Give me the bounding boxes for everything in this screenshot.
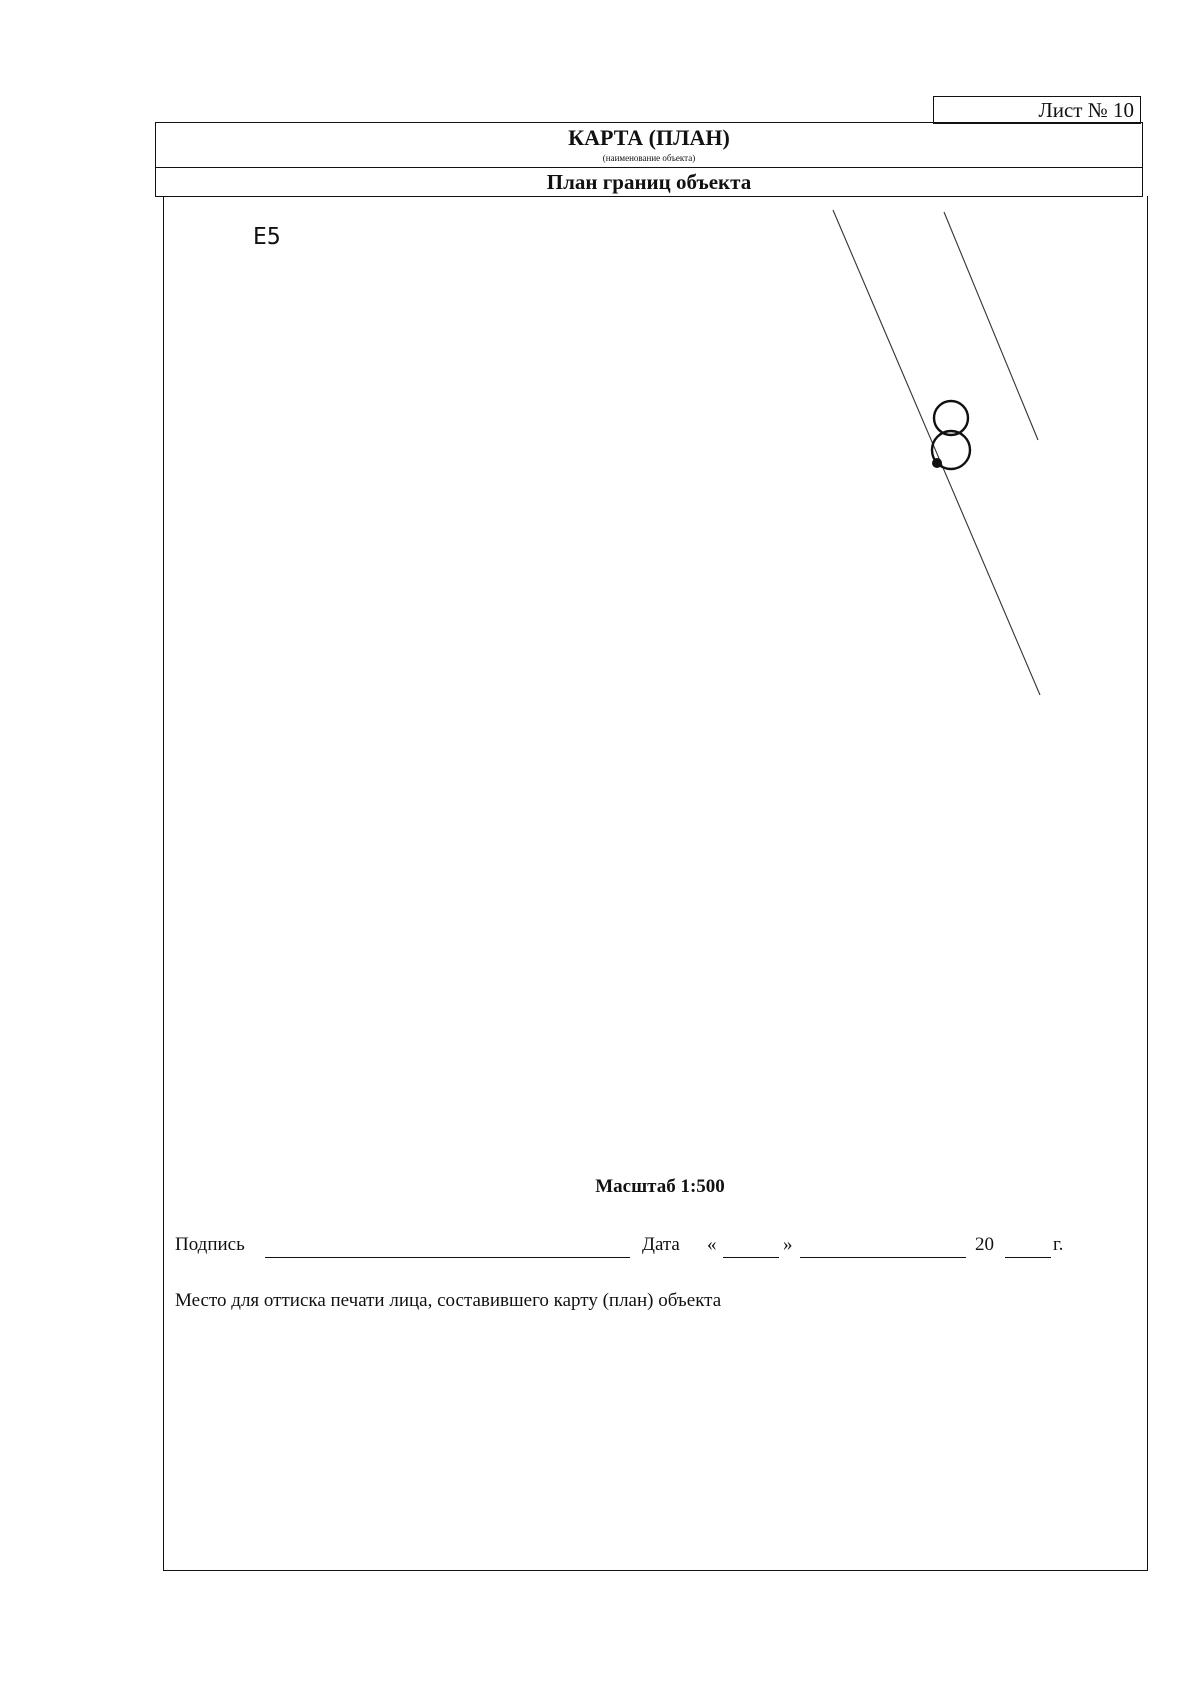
grid-label: E5 [253, 224, 281, 250]
boundary-line-right [944, 212, 1038, 440]
year-line[interactable] [1005, 1257, 1051, 1258]
day-line[interactable] [723, 1257, 779, 1258]
document-title: КАРТА (ПЛАН) [568, 125, 730, 150]
signature-row [175, 1234, 1135, 1264]
quote-close: » [783, 1234, 793, 1255]
date-label: Дата [642, 1234, 680, 1255]
month-line[interactable] [800, 1257, 966, 1258]
scale-label: Масштаб 1:500 [595, 1176, 725, 1197]
sheet-number-text: Лист № 10 [1038, 98, 1134, 122]
section-title: План границ объекта [546, 170, 752, 194]
signature-label: Подпись [175, 1234, 245, 1255]
stamp-placeholder-text: Место для оттиска печати лица, составившего карту (план) объекта [175, 1290, 722, 1311]
quote-open: « [707, 1234, 717, 1255]
boundary-line-left [833, 210, 1040, 695]
year-prefix: 20 [975, 1234, 994, 1255]
boundary-point-marker [932, 458, 942, 468]
signature-line[interactable] [265, 1257, 630, 1258]
year-suffix: г. [1053, 1234, 1064, 1255]
document-subtitle: (наименование объекта) [602, 153, 696, 163]
